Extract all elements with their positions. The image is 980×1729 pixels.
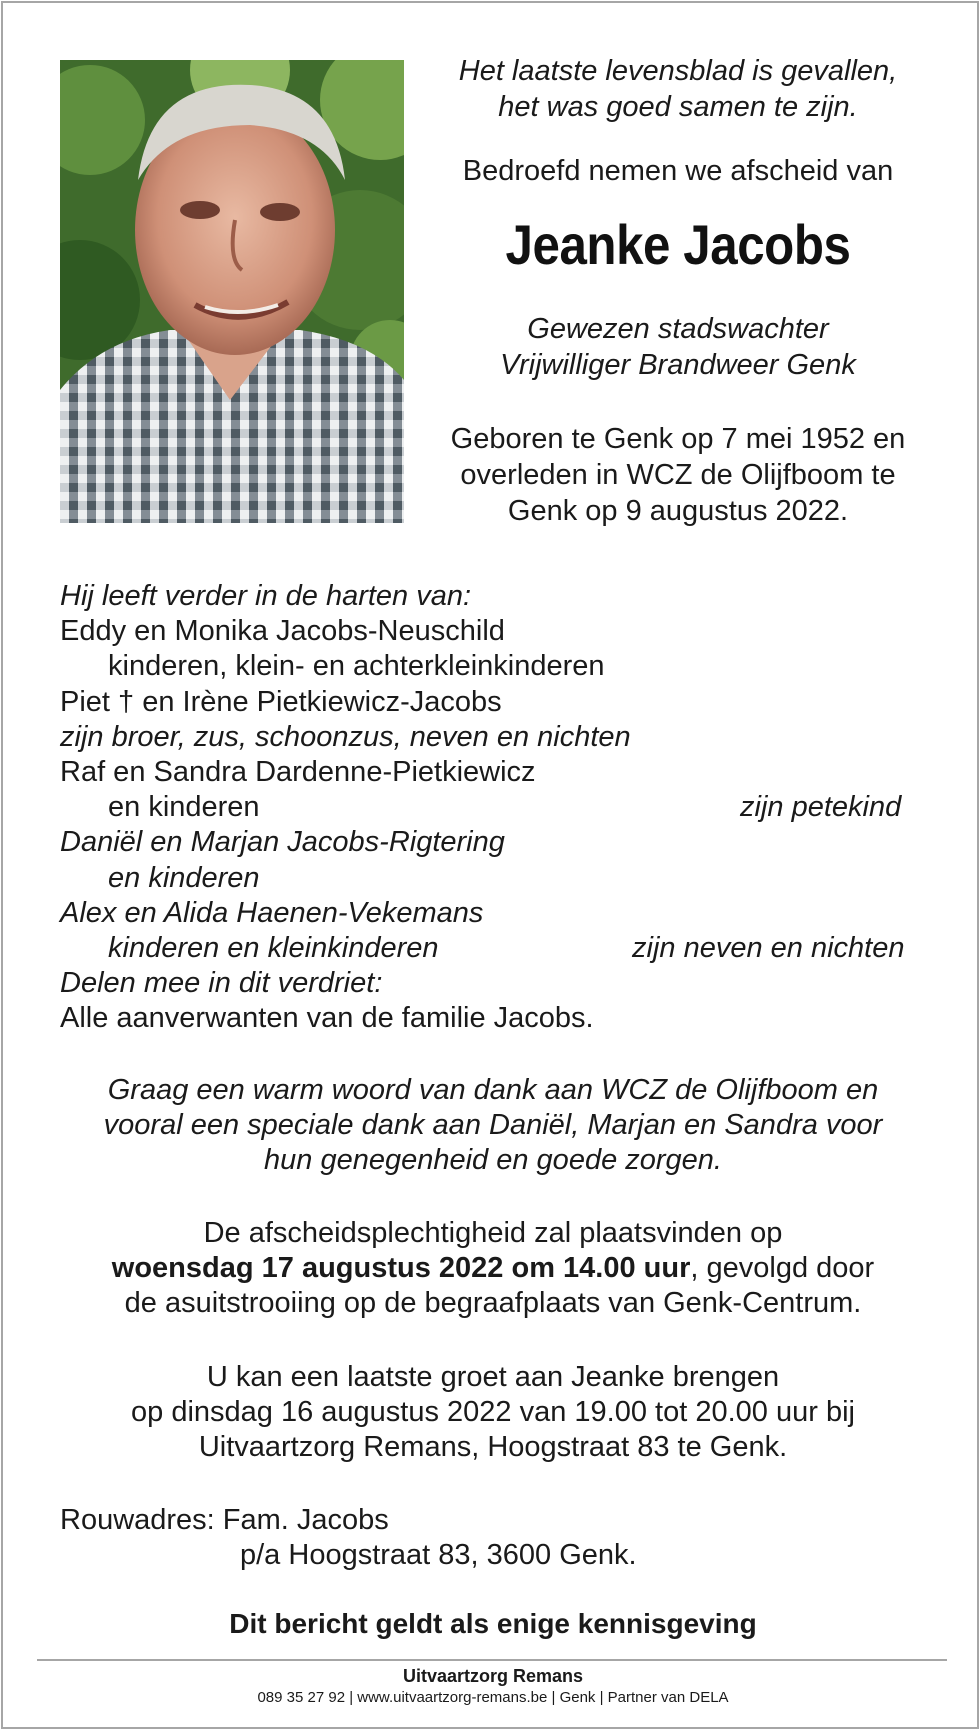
ceremony-line: de asuitstrooiing op de begraafplaats van Genk-Centrum. [124,1287,862,1319]
birth-death-line: Genk op 9 augustus 2022. [507,495,849,527]
footer [43,1665,943,1709]
family-line: Alex en Alida Haenen-Vekemans [60,896,484,929]
funeral-home-name: Uitvaartzorg Remans [402,1666,584,1686]
ceremony-date: woensdag 17 augustus 2022 om 14.00 uur [111,1252,691,1284]
mourning-address [60,1503,930,1573]
family-line: Alle aanverwanten van de familie Jacobs. [60,1002,594,1035]
address-line: Rouwadres: Fam. Jacobs [60,1504,389,1536]
family-line: en kinderen [108,791,260,824]
family-line: zijn broer, zus, schoonzus, neven en nichten [60,720,631,753]
ceremony-line: De afscheidsplechtigheid zal plaatsvinden op [203,1217,783,1249]
role-line: Gewezen stadswachter [527,313,829,345]
visit-block [43,1360,943,1465]
thanks-line: vooral een speciale dank aan Daniël, Marjan en Sandra voor [103,1109,883,1141]
verse-line: het was goed samen te zijn. [498,91,858,123]
deceased-name: Jeanke Jacobs [505,213,851,276]
visit-line: op dinsdag 16 augustus 2022 van 19.00 tot 20.00 uur bij [131,1396,855,1428]
thanks-line: Graag een warm woord van dank aan WCZ de Olijfboom en [107,1074,879,1106]
header-block [408,53,948,529]
family-line: Delen mee in dit verdriet: [60,967,383,1000]
thanks-block [43,1073,943,1178]
birth-death-line: overleden in WCZ de Olijfboom te [460,459,896,491]
verse-line: Het laatste levensblad is gevallen, [458,55,898,87]
family-heading: Hij leeft verder in de harten van: [60,580,472,612]
visit-line: U kan een laatste groet aan Jeanke brengen [206,1361,780,1393]
ceremony-line-rest: , gevolgd door [690,1252,875,1284]
family-line: Piet † en Irène Pietkiewicz-Jacobs [60,685,502,718]
relation-note: zijn petekind [740,791,902,824]
family-line: kinderen, klein- en achterkleinkinderen [108,650,605,683]
relation-note: zijn neven en nichten [632,931,905,964]
intro-text: Bedroefd nemen we afscheid van [462,155,894,187]
birth-death-line: Geboren te Genk op 7 mei 1952 en [450,423,906,455]
visit-line: Uitvaartzorg Remans, Hoogstraat 83 te Genk. [198,1431,788,1463]
family-line: Daniël en Marjan Jacobs-Rigtering [60,826,505,859]
obituary-card [1,1,979,1729]
family-line: en kinderen [108,861,260,894]
address-line: p/a Hoogstraat 83, 3600 Genk. [240,1539,637,1571]
family-list [60,579,930,1036]
funeral-home-contact: 089 35 27 92 | www.uitvaartzorg-remans.be | Genk | Partner van DELA [257,1689,729,1706]
notice-text: Dit bericht geldt als enige kennisgeving [229,1608,757,1639]
family-line: Eddy en Monika Jacobs-Neuschild [60,615,505,648]
ceremony-block [43,1216,943,1321]
portrait-photo [60,60,404,523]
footer-divider [37,1659,947,1661]
thanks-line: hun genegenheid en goede zorgen. [264,1144,722,1176]
family-line: Raf en Sandra Dardenne-Pietkiewicz [60,755,536,788]
family-line: kinderen en kleinkinderen [108,931,439,964]
portrait-icon [60,60,404,523]
ceremony-line [43,1251,943,1286]
role-line: Vrijwilliger Brandweer Genk [500,349,856,381]
